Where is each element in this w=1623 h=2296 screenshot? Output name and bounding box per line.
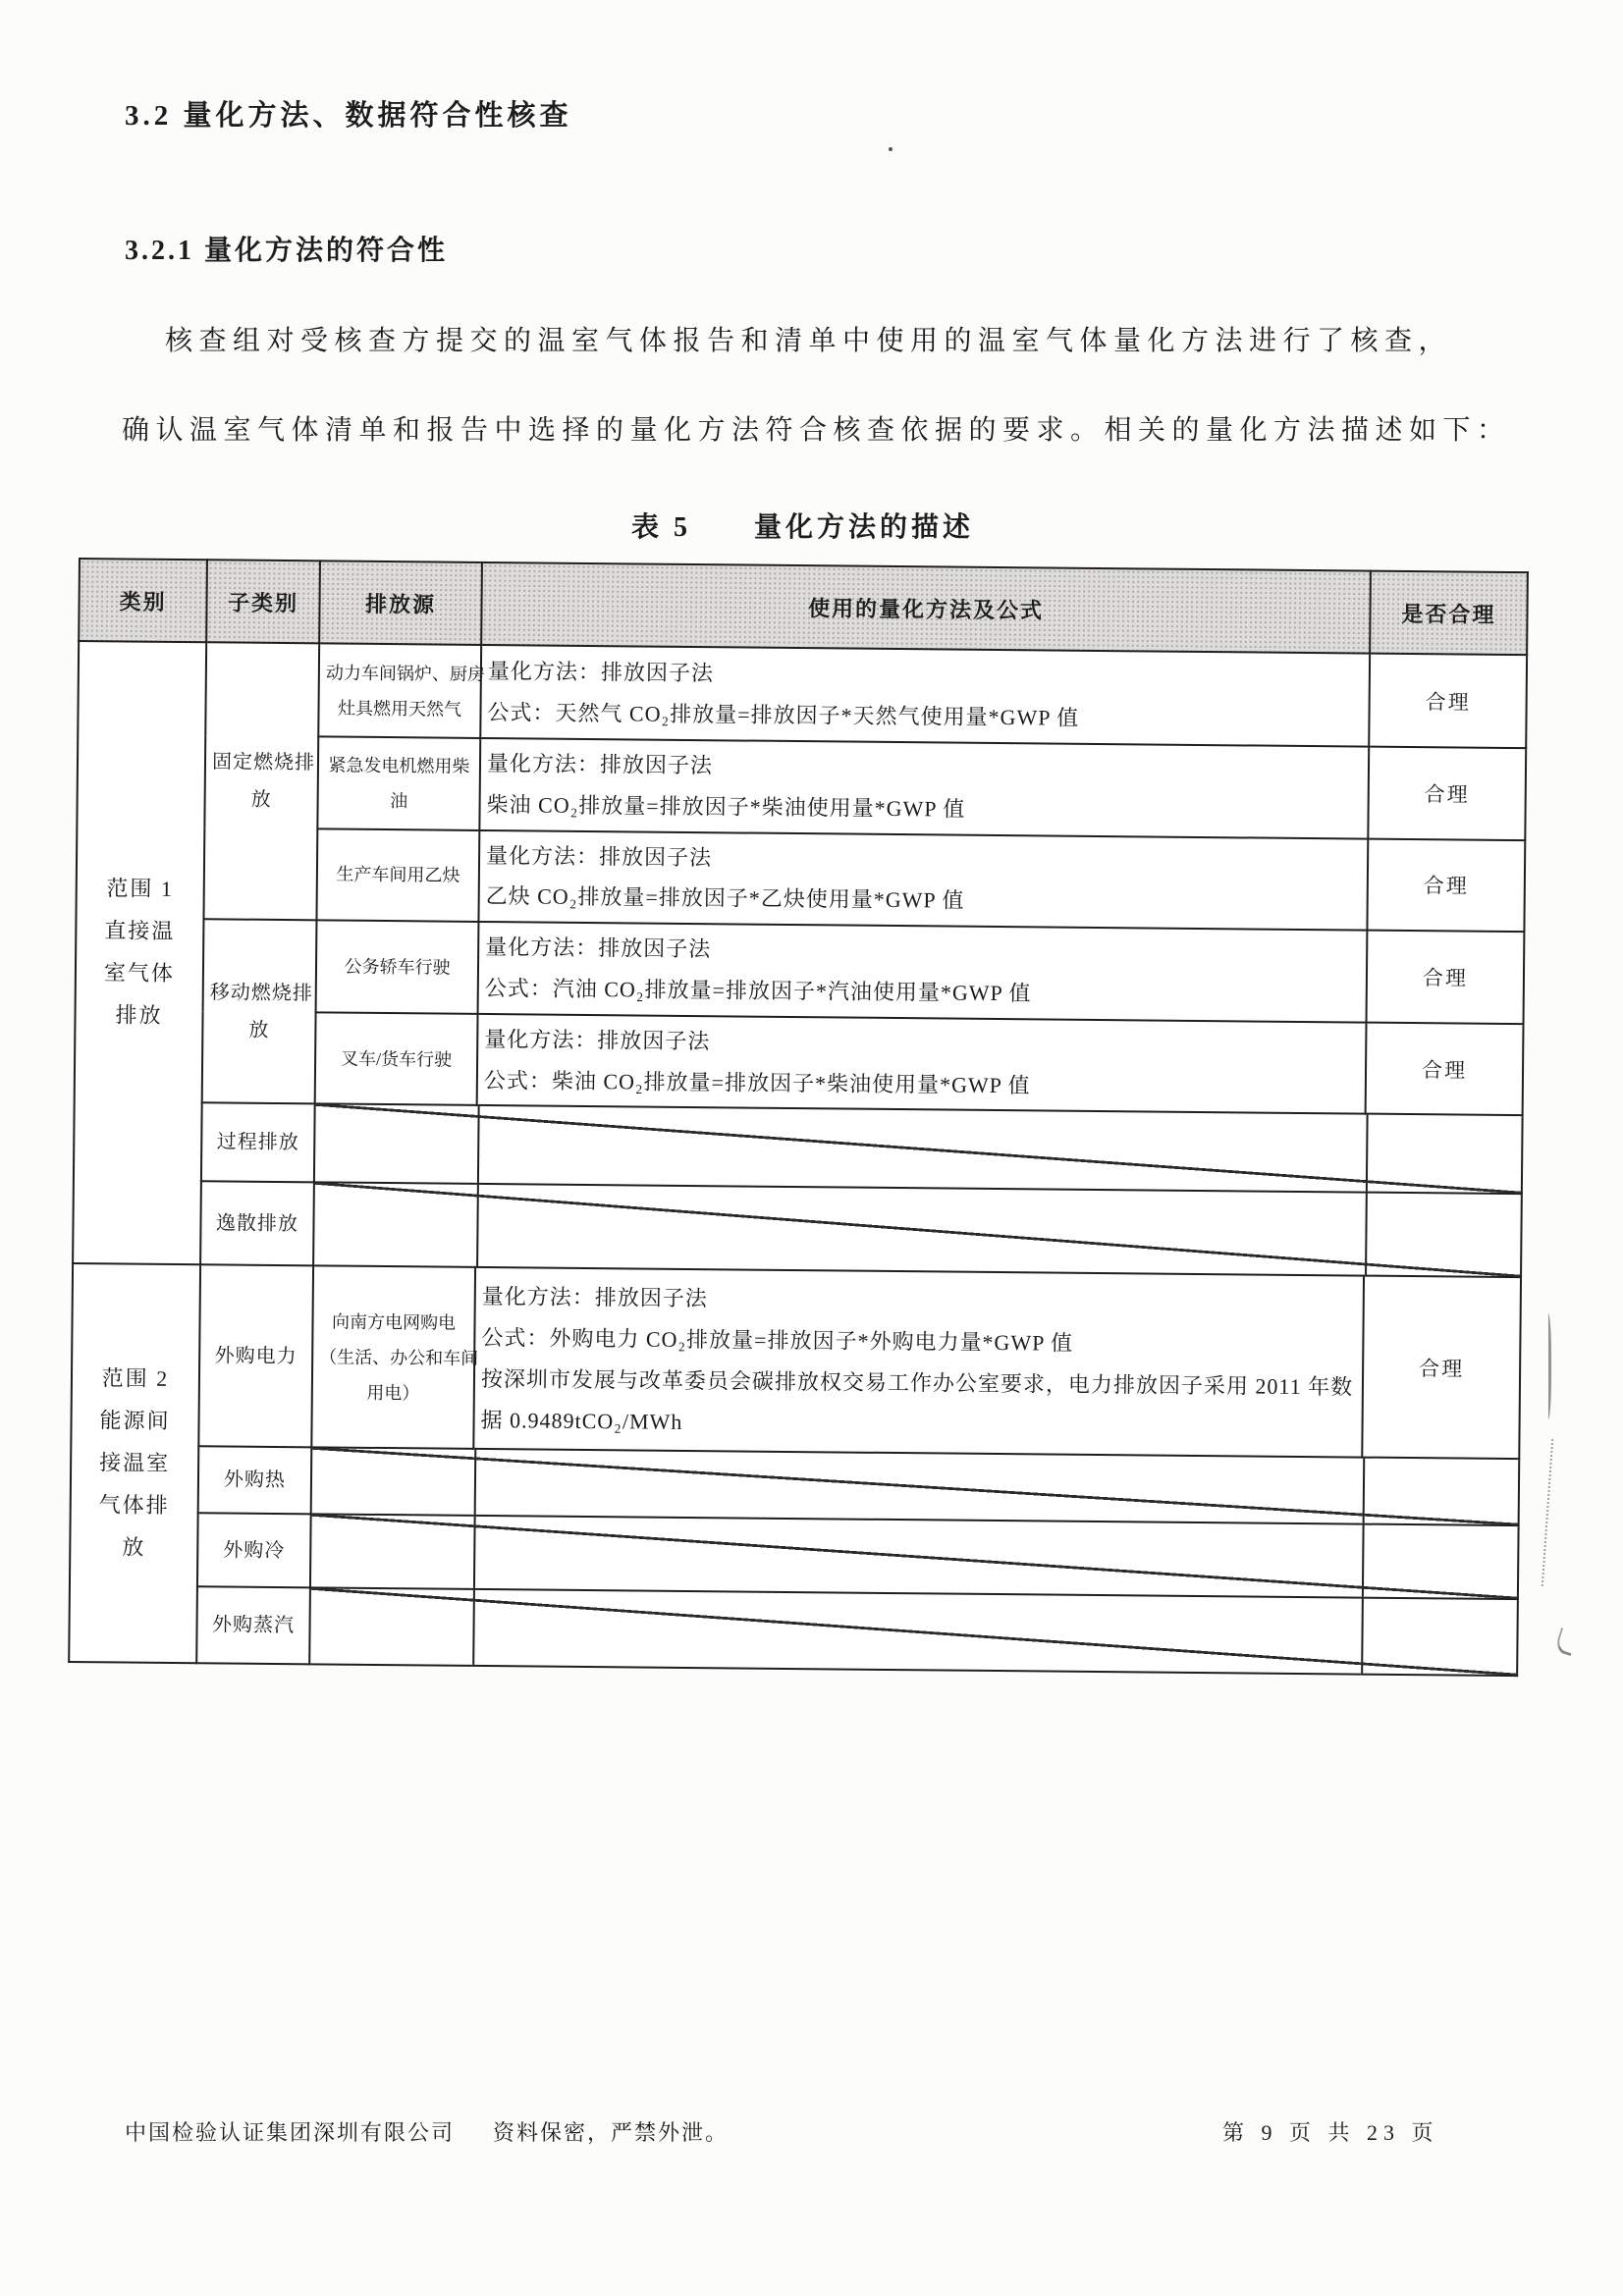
empty-cell-diagonal	[310, 1515, 1519, 1600]
quantification-methods-table	[68, 558, 1529, 1678]
table-row	[70, 1512, 1519, 1599]
method-line: 量化方法：排放因子法	[487, 658, 715, 685]
table-caption: 表 5 量化方法的描述	[630, 512, 974, 543]
footer-confidentiality-notice: 资料保密，严禁外泄。	[493, 2120, 730, 2145]
scope2-line: 放	[122, 1534, 146, 1560]
subsection-heading: 3.2.1 量化方法的符合性	[125, 236, 449, 266]
method-line: 柴油 CO₂排放量=排放因子*柴油使用量*GWP 值	[486, 791, 966, 822]
scan-artifact	[889, 147, 893, 151]
table-row	[71, 1263, 1521, 1459]
source-line: （生活、办公和车间	[319, 1347, 479, 1368]
method-line: 公式：天然气 CO₂排放量=排放因子*天然气使用量*GWP 值	[487, 699, 1080, 730]
source-line: 动力车间锅炉、厨房	[325, 662, 485, 684]
scope1-line: 直接温	[104, 918, 176, 944]
subcategory-purchased-steam: 外购蒸汽	[196, 1587, 310, 1665]
scan-artifact	[1554, 1628, 1579, 1656]
source-line: 灶具燃用天然气	[337, 698, 462, 720]
subcategory-mobile-combustion	[202, 919, 317, 1103]
body-paragraph-line-2: 确认温室气体清单和报告中选择的量化方法符合核查依据的要求。相关的量化方法描述如下：	[122, 415, 1511, 446]
table-row	[78, 641, 1527, 748]
source-natural-gas	[318, 643, 485, 738]
source-diesel-generator: 紧急发电机燃用柴油	[317, 736, 480, 829]
header-reasonable: 是否合理	[1370, 571, 1528, 656]
method-line: 公式：柴油 CO₂排放量=排放因子*柴油使用量*GWP 值	[483, 1067, 1031, 1097]
method-line: 公式：汽油 CO₂排放量=排放因子*汽油使用量*GWP 值	[484, 975, 1032, 1006]
quantification-methods-table-wrap	[68, 558, 1529, 1678]
method-line: 公式：外购电力 CO₂排放量=排放因子*外购电力量*GWP 值	[481, 1325, 1074, 1356]
method-acetylene	[478, 830, 1368, 931]
method-natural-gas	[480, 645, 1370, 747]
reasonable-diesel-generator: 合理	[1368, 747, 1526, 840]
body-paragraph-line-1: 核查组对受核查方提交的温室气体报告和清单中使用的温室气体量化方法进行了核查，	[165, 326, 1453, 356]
method-line: 量化方法：排放因子法	[481, 1284, 708, 1311]
reasonable-forklift-trucks: 合理	[1366, 1022, 1524, 1115]
reasonable-grid-electricity: 合理	[1362, 1276, 1521, 1460]
table-row	[73, 1180, 1522, 1277]
scope2-line: 能源间	[99, 1408, 171, 1433]
header-subcategory: 子类别	[206, 560, 320, 643]
method-company-cars	[478, 922, 1368, 1022]
subcategory-purchased-heat: 外购热	[198, 1447, 312, 1515]
method-diesel-generator	[479, 738, 1369, 838]
empty-cell-diagonal	[311, 1448, 1520, 1526]
scope2-line: 气体排	[98, 1492, 170, 1518]
header-emission-source: 排放源	[319, 561, 482, 645]
scope1-line: 范围 1	[106, 876, 175, 902]
subcategory-line: 放	[248, 1019, 270, 1041]
scope2-line: 范围 2	[101, 1365, 170, 1392]
subcategory-purchased-electricity: 外购电力	[198, 1265, 313, 1448]
table-row	[76, 918, 1525, 1024]
subcategory-line: 移动燃烧排	[209, 982, 313, 1005]
table-header-row	[79, 559, 1528, 655]
table-row	[69, 1585, 1518, 1676]
method-line: 按深圳市发展与改革委员会碳排放权交易工作办公室要求，电力排放因子采用 2011 年数据 0.9489tCO₂/MWh	[480, 1365, 1354, 1434]
empty-cell-diagonal	[314, 1104, 1523, 1195]
source-line: 用电）	[366, 1382, 420, 1404]
method-line: 量化方法：排放因子法	[485, 934, 712, 962]
source-forklift-trucks: 叉车/货车行驶	[315, 1012, 478, 1105]
empty-cell-diagonal	[313, 1183, 1522, 1278]
subcategory-process-emissions: 过程排放	[201, 1103, 315, 1183]
source-grid-electricity	[311, 1266, 479, 1450]
method-forklift-trucks	[477, 1014, 1367, 1114]
reasonable-company-cars: 合理	[1367, 931, 1525, 1024]
scan-artifact	[1542, 1439, 1560, 1586]
header-method-formula: 使用的量化方法及公式	[481, 562, 1371, 654]
scope1-category-cell	[73, 641, 206, 1265]
method-line: 量化方法：排放因子法	[486, 751, 714, 778]
scope1-line: 排放	[115, 1002, 163, 1028]
scan-artifact	[1543, 1313, 1551, 1419]
method-line: 乙炔 CO₂排放量=排放因子*乙炔使用量*GWP 值	[485, 883, 965, 914]
subcategory-line: 放	[250, 788, 272, 811]
scope1-line: 室气体	[103, 960, 176, 987]
scope2-category-cell	[69, 1263, 200, 1663]
method-grid-electricity	[473, 1267, 1364, 1458]
subcategory-line: 固定燃烧排	[211, 751, 316, 774]
footer-company-name: 中国检验认证集团深圳有限公司	[125, 2120, 456, 2145]
reasonable-natural-gas: 合理	[1369, 654, 1527, 749]
source-company-cars: 公务轿车行驶	[316, 921, 479, 1014]
scope2-line: 接温室	[99, 1450, 171, 1475]
section-heading: 3.2 量化方法、数据符合性核查	[125, 100, 572, 132]
subcategory-stationary-combustion	[203, 642, 319, 920]
footer-page-number: 第 9 页 共 23 页	[1222, 2120, 1439, 2145]
header-category: 类别	[79, 559, 207, 642]
source-acetylene: 生产车间用乙炔	[316, 828, 479, 922]
method-line: 量化方法：排放因子法	[484, 1026, 711, 1053]
source-line: 向南方电网购电	[331, 1311, 457, 1333]
empty-cell-diagonal	[309, 1588, 1518, 1677]
method-line: 量化方法：排放因子法	[485, 842, 713, 870]
reasonable-acetylene: 合理	[1367, 838, 1525, 932]
subcategory-fugitive-emissions: 逸散排放	[200, 1182, 314, 1266]
subcategory-purchased-cooling: 外购冷	[197, 1514, 311, 1588]
table-row	[74, 1101, 1523, 1194]
